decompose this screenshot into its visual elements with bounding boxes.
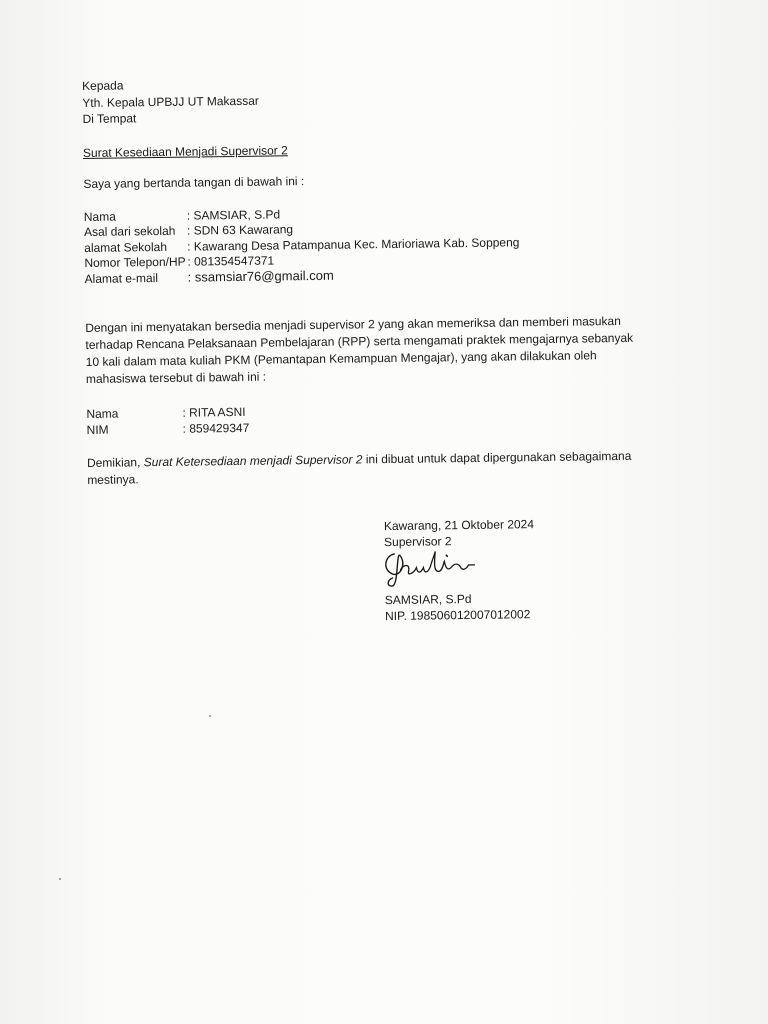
field-label: Nomor Telepon/HP <box>84 254 186 270</box>
field-label: Alamat e-mail <box>84 270 159 286</box>
field-value: : Kawarang Desa Patampanua Kec. Marioriawa Kab. Soppeng <box>187 234 520 254</box>
student-details <box>86 398 666 438</box>
letter <box>82 70 667 624</box>
field-value: : 081354547371 <box>187 253 275 269</box>
place-date: Kawarang, 21 Oktober 2024 <box>383 517 535 534</box>
statement-paragraph: Dengan ini menyatakan bersedia menjadi supervisor 2 yang akan memeriksa dan memberi masukan terhadap Rencana Pelaksanaan Pembelajaran (RPP) serta mengamati praktek mengajarnya sebanyak 10 kali dalam mata kuliah PKM (Pemantapan Kemampuan Mengajar), yang akan dilakukan oleh mahasiswa tersebut di bawah ini : <box>85 313 634 386</box>
addressee-line: Di Tempat <box>82 111 137 126</box>
field-value: : 859429347 <box>182 420 250 436</box>
field-label: Asal dari sekolah <box>83 223 176 239</box>
signer-name: SAMSIAR, S.Pd <box>384 591 472 608</box>
signer-nip: NIP. 198506012007012002 <box>384 607 531 624</box>
signature-block <box>384 516 535 624</box>
intro-text: Saya yang bertanda tangan di bawah ini : <box>83 173 305 191</box>
field-value: : RITA ASNI <box>182 404 246 420</box>
email-value: : ssamsiar76@gmail.com <box>187 267 334 285</box>
paper-speck <box>59 878 61 880</box>
signer-role: Supervisor 2 <box>384 534 452 550</box>
closing-emphasis: Surat Ketersediaan menjadi Supervisor 2 <box>143 452 363 470</box>
field-label: Nama <box>86 406 119 421</box>
addressee-line: Yth. Kepala UPBJJ UT Makassar <box>82 93 259 110</box>
field-value: : SAMSIAR, S.Pd <box>186 206 281 223</box>
field-label: alamat Sekolah <box>84 239 168 255</box>
letter-subject: Surat Kesediaan Menjadi Supervisor 2 <box>82 142 288 160</box>
supervisor-details <box>84 201 665 286</box>
closing-suffix: ini dibuat untuk dapat dipergunakan sebagaimana mestinya. <box>87 448 632 487</box>
addressee-line: Kepada <box>82 78 124 93</box>
paper-speck <box>209 715 211 717</box>
addressee <box>82 70 663 127</box>
field-label: Nama <box>83 209 116 224</box>
field-label: NIM <box>86 422 109 437</box>
closing-prefix: Demikian, <box>86 455 144 470</box>
field-value: : SDN 63 Kawarang <box>186 222 294 238</box>
handwritten-signature <box>380 543 481 588</box>
